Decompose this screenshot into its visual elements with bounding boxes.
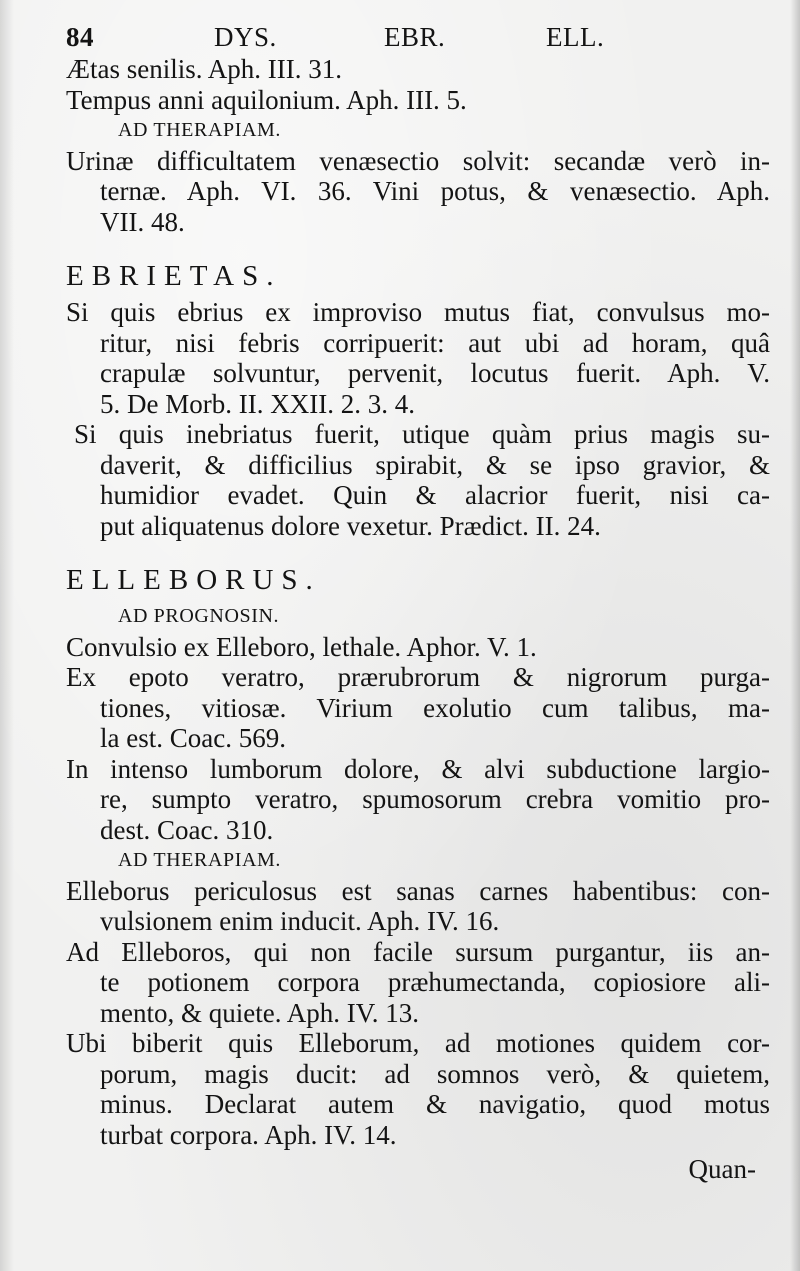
text-line: Convulsio ex Elleboro, lethale. Aphor. V. 1. (66, 631, 537, 662)
ebrietas-section (66, 259, 770, 541)
paragraph (66, 662, 770, 754)
text-line: VII. 48. (100, 206, 185, 237)
text-line: crapulæ solvuntur, pervenit, locutus fuerit. Aph. V. (100, 358, 770, 388)
text-line: tiones, vitiosæ. Virium exolutio cum talibus, ma- (100, 692, 770, 723)
text-line: Tempus anni aquilonium. Aph. III. 5. (66, 84, 467, 115)
text-line: ritur, nisi febris corripuerit: aut ubi ad horam, quâ (100, 327, 770, 358)
running-head (66, 14, 770, 54)
paragraph (66, 297, 770, 419)
paragraph (66, 937, 770, 1029)
text-line: turbat corpora. Aph. IV. 14. (100, 1119, 397, 1150)
text-line: In intenso lumborum dolore, & alvi subductione largio- (66, 753, 770, 784)
paragraph (66, 1028, 770, 1150)
text-line: Ætas senilis. Aph. III. 31. (66, 54, 342, 84)
text-line: Ubi biberit quis Elleborum, ad motiones quidem cor- (66, 1028, 770, 1058)
text-line: Ad Elleboros, qui non facile sursum purgantur, iis an- (66, 936, 770, 967)
subheading-therapy: AD THERAPIAM. (118, 849, 281, 871)
section-heading-elleborus: ELLEBORUS. (66, 564, 321, 596)
text-line: daverit, & difficilius spirabit, & se ipso gravior, & (100, 449, 770, 480)
text-line: Ex epoto veratro, prærubrorum & nigrorum purga- (66, 662, 770, 692)
text-line: humidior evadet. Quin & alacrior fuerit, nisi ca- (100, 480, 770, 510)
text-line: Si quis inebriatus fuerit, utique quàm prius magis su- (74, 419, 770, 449)
text-line: re, sumpto veratro, spumosorum crebra vomitio pro- (100, 784, 770, 814)
text-line: 5. De Morb. II. XXII. 2. 3. 4. (100, 388, 415, 419)
catchword: Quan- (688, 1154, 756, 1184)
paragraph (66, 419, 770, 541)
text-line: mento, & quiete. Aph. IV. 13. (100, 997, 419, 1028)
text-line: vulsionem enim inducit. Aph. IV. 16. (100, 906, 500, 936)
paragraph (66, 754, 770, 846)
section-heading-ebrietas: EBRIETAS. (66, 260, 282, 292)
text-line: put aliquatenus dolore vexetur. Prædict. II. 24. (100, 510, 601, 541)
text-line: Si quis ebrius ex improviso mutus fiat, convulsus mo- (66, 297, 770, 327)
text-line: la est. Coac. 569. (100, 723, 286, 753)
paragraph (66, 632, 770, 663)
text-line: te potionem corpora præhumectanda, copiosiore ali- (100, 967, 770, 997)
running-head-dys: DYS. (214, 22, 277, 52)
text-line: ternæ. Aph. VI. 36. Vini potus, & venæsectio. Aph. (100, 176, 770, 206)
text-line: Urinæ difficultatem venæsectio solvit: secandæ verò in- (66, 145, 770, 176)
running-head-ebr: EBR. (384, 22, 446, 52)
text-line: porum, magis ducit: ad somnos verò, & quietem, (100, 1058, 770, 1089)
text-line: minus. Declarat autem & navigatio, quod motus (100, 1089, 770, 1119)
page-number: 84 (66, 22, 94, 52)
paragraph (66, 146, 770, 238)
text-line: dest. Coac. 310. (100, 814, 274, 845)
text-line: Elleborus periculosus est sanas carnes habentibus: con- (66, 875, 770, 906)
subheading-therapy: AD THERAPIAM. (118, 119, 281, 141)
dysuria-section-tail (66, 54, 770, 237)
elleborus-section (66, 563, 770, 1150)
running-head-ell: ELL. (546, 22, 605, 52)
subheading-prognosis: AD PROGNOSIN. (118, 605, 280, 627)
paragraph (66, 876, 770, 937)
